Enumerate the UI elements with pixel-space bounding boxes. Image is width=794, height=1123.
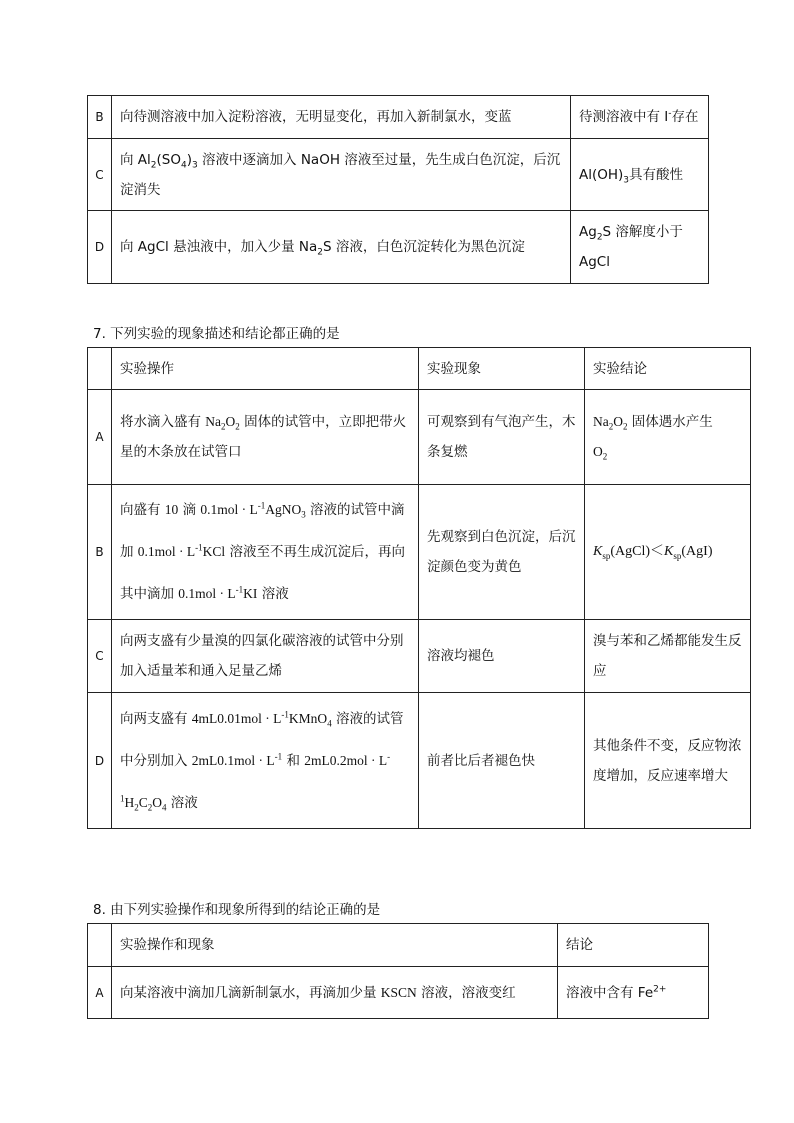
operation-cell: 将水滴入盛有 $Na_2O_2$ 固体的试管中，立即把带火星的木条放在试管口 — [112, 390, 419, 485]
table-row — [88, 211, 709, 284]
phenomenon-cell: 先观察到白色沉淀，后沉淀颜色变为黄色 — [419, 485, 585, 620]
table-row — [88, 967, 709, 1019]
operation-cell: 向某溶液中滴加几滴新制氯水，再滴加少量 KSCN 溶液，溶液变红 — [112, 967, 558, 1019]
row-label: C — [88, 139, 112, 211]
table-header-row — [88, 348, 751, 390]
operation-cell: 向 $Al_2(SO_4)_3$ 溶液中逐滴加入 NaOH 溶液至过量，先生成白色沉淀，后沉淀消失 — [112, 139, 571, 211]
table-row — [88, 485, 751, 620]
phenomenon-cell: 前者比后者褪色快 — [419, 693, 585, 829]
row-label: D — [88, 211, 112, 284]
table-row — [88, 96, 709, 139]
column-header: 实验操作和现象 — [112, 924, 558, 967]
conclusion-cell: 溴与苯和乙烯都能发生反应 — [585, 620, 751, 693]
conclusion-cell: $K_{sp}(AgCl)<K_{sp}(AgI)$ — [585, 485, 751, 620]
row-label: D — [88, 693, 112, 829]
column-header: 实验操作 — [112, 348, 419, 390]
row-label: B — [88, 485, 112, 620]
conclusion-cell: $Ag_2S$ 溶解度小于 AgCl — [571, 211, 709, 284]
question-7-table — [87, 347, 751, 829]
conclusion-cell: 其他条件不变，反应物浓度增加，反应速率增大 — [585, 693, 751, 829]
column-header: 实验结论 — [585, 348, 751, 390]
operation-cell: 向待测溶液中加入淀粉溶液，无明显变化，再加入新制氯水，变蓝 — [112, 96, 571, 139]
operation-cell: 向两支盛有 $4mL0.01mol \cdot L^{-1}KMnO_4$ 溶液的试管中分别加入 $2mL0.1mol \cdot L^{-1}$ 和 $2mL0.2mol \cdot L^{-1}H_2C_2O_4$ 溶液 — [112, 693, 419, 829]
table-row — [88, 693, 751, 829]
conclusion-cell: $Al(OH)_3$具有酸性 — [571, 139, 709, 211]
operation-cell: 向 AgCl 悬浊液中，加入少量 $Na_2S$ 溶液，白色沉淀转化为黑色沉淀 — [112, 211, 571, 284]
column-header: 结论 — [558, 924, 709, 967]
row-label: B — [88, 96, 112, 139]
question-8-table — [87, 923, 709, 1019]
table-row — [88, 139, 709, 211]
table-header-row — [88, 924, 709, 967]
question-8-title: 8. 由下列实验操作和现象所得到的结论正确的是 — [93, 902, 381, 918]
operation-cell: 向盛有 10 滴 $0.1mol \cdot L^{-1}AgNO_3$ 溶液的试管中滴加 $0.1mol \cdot L^{-1}KCl$ 溶液至不再生成沉淀后，再向其中滴加 $0.1mol \cdot L^{-1}KI$ 溶液 — [112, 485, 419, 620]
phenomenon-cell: 溶液均褪色 — [419, 620, 585, 693]
conclusion-cell: $Na_2O_2$ 固体遇水产生 $O_2$ — [585, 390, 751, 485]
conclusion-cell: 溶液中含有 $Fe^{2+}$ — [558, 967, 709, 1019]
table-row — [88, 390, 751, 485]
column-header: 实验现象 — [419, 348, 585, 390]
row-label: A — [88, 390, 112, 485]
question-7-title: 7. 下列实验的现象描述和结论都正确的是 — [93, 326, 340, 342]
table-continued — [87, 95, 709, 284]
row-label: C — [88, 620, 112, 693]
operation-cell: 向两支盛有少量溴的四氯化碳溶液的试管中分别加入适量苯和通入足量乙烯 — [112, 620, 419, 693]
table-row — [88, 620, 751, 693]
phenomenon-cell: 可观察到有气泡产生，木条复燃 — [419, 390, 585, 485]
row-label: A — [88, 967, 112, 1019]
conclusion-cell: 待测溶液中有 I-存在 — [571, 96, 709, 139]
